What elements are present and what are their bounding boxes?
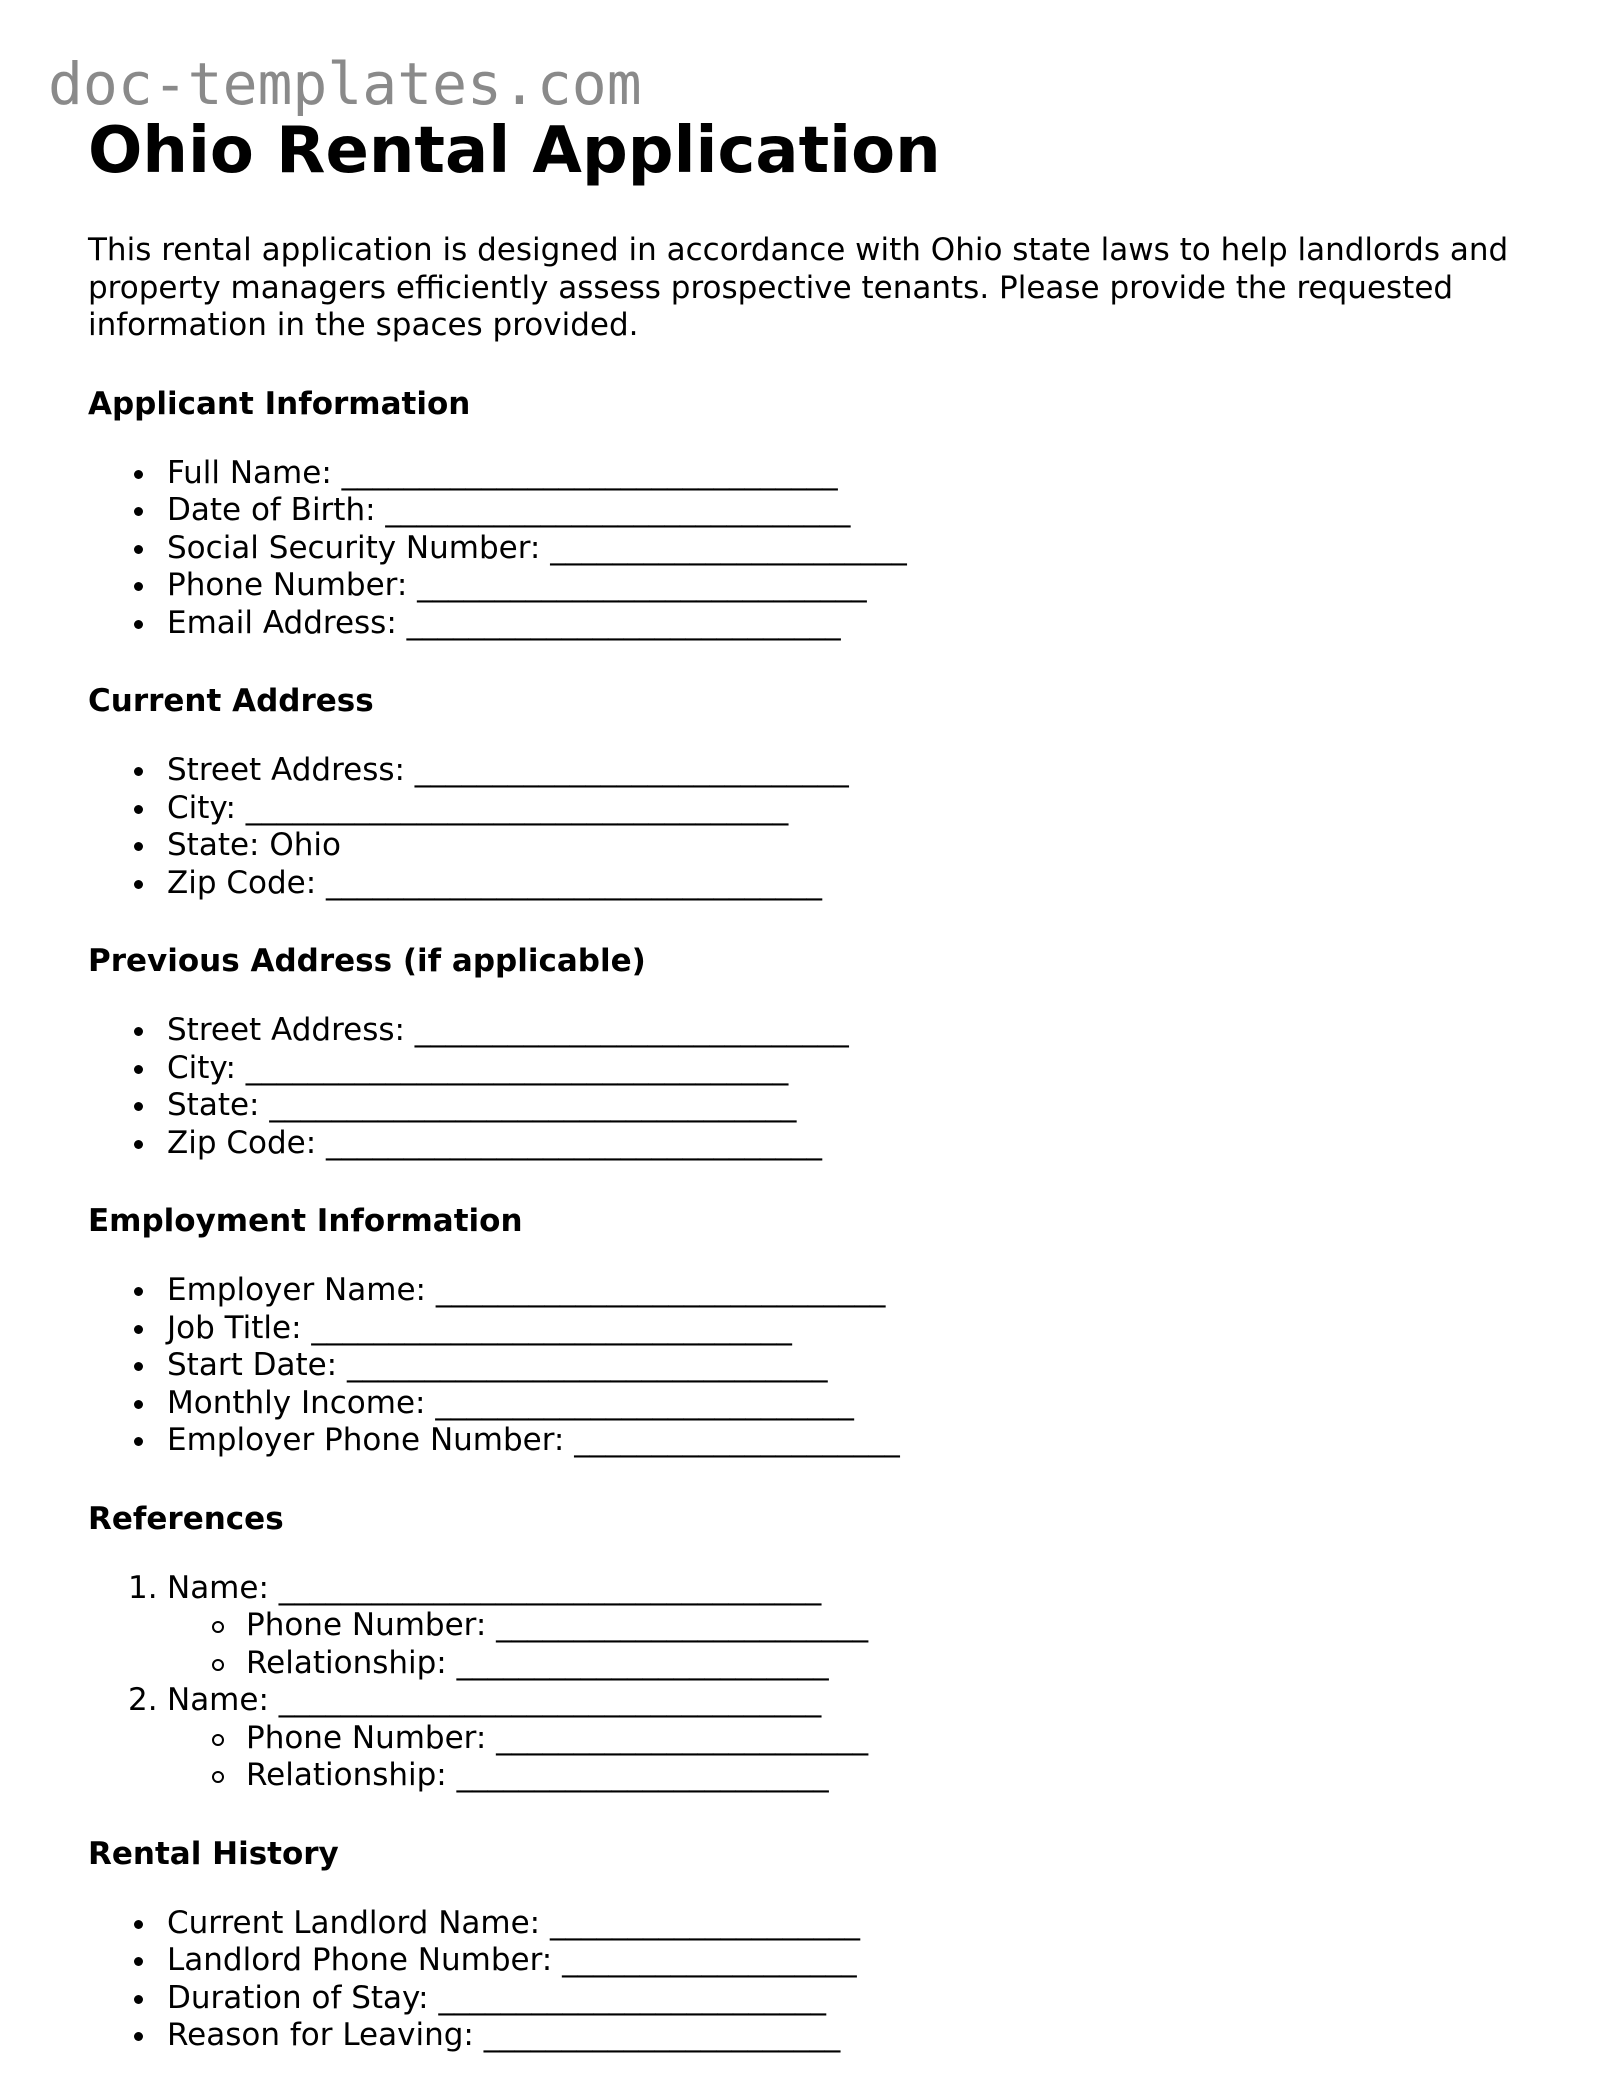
field-reference-1-name[interactable]: Name: ___________________________________ xyxy=(167,1569,822,1606)
list-item xyxy=(88,1272,1548,1310)
bullet-icon xyxy=(134,767,143,776)
section-heading-previous-address: Previous Address (if applicable) xyxy=(88,943,646,979)
list-item xyxy=(88,1050,1548,1088)
field-reference-1-phone[interactable]: Phone Number: ________________________ xyxy=(246,1607,869,1643)
list-item xyxy=(88,1942,1548,1980)
employment-field-list xyxy=(88,1272,1548,1460)
circle-bullet-icon xyxy=(212,1734,224,1746)
field-reference-2-name[interactable]: Name: ___________________________________ xyxy=(167,1682,822,1718)
bullet-icon xyxy=(134,1065,143,1074)
sub-list-item xyxy=(88,1607,1548,1645)
watermark: doc-templates.com xyxy=(48,50,642,118)
bullet-icon xyxy=(134,1437,143,1446)
field-reason-for-leaving[interactable]: Reason for Leaving: _______________________ xyxy=(167,2017,841,2053)
field-previous-zip[interactable]: Zip Code: ________________________________ xyxy=(167,1124,823,1161)
bullet-icon xyxy=(134,1140,143,1149)
list-item xyxy=(88,1125,1548,1163)
list-item xyxy=(88,790,1548,828)
bullet-icon xyxy=(134,880,143,889)
bullet-icon xyxy=(134,1362,143,1371)
bullet-icon xyxy=(134,1102,143,1111)
field-reference-2-phone[interactable]: Phone Number: ________________________ xyxy=(246,1719,869,1756)
bullet-icon xyxy=(134,1287,143,1296)
bullet-icon xyxy=(134,1995,143,2004)
list-item xyxy=(88,752,1548,790)
bullet-icon xyxy=(134,507,143,516)
field-phone-number[interactable]: Phone Number: _____________________________ xyxy=(167,567,867,603)
circle-bullet-icon xyxy=(212,1621,224,1633)
circle-bullet-icon xyxy=(212,1771,224,1783)
field-ssn[interactable]: Social Security Number: _______________________ xyxy=(167,529,907,566)
field-previous-street[interactable]: Street Address: ____________________________ xyxy=(167,1012,849,1048)
section-heading-rental-history: Rental History xyxy=(88,1835,339,1872)
section-heading-references: References xyxy=(88,1500,284,1537)
bullet-icon xyxy=(134,470,143,479)
section-heading-current-address: Current Address xyxy=(88,683,374,719)
bullet-icon xyxy=(134,1325,143,1334)
bullet-icon xyxy=(134,582,143,591)
list-item xyxy=(88,1905,1548,1943)
field-start-date[interactable]: Start Date: _______________________________ xyxy=(167,1347,828,1383)
field-duration-of-stay[interactable]: Duration of Stay: _________________________ xyxy=(167,1979,826,2016)
list-item xyxy=(88,605,1548,643)
bullet-icon xyxy=(134,842,143,851)
field-monthly-income[interactable]: Monthly Income: ___________________________ xyxy=(167,1384,854,1421)
list-item xyxy=(88,530,1548,568)
reference-item xyxy=(88,1682,1548,1720)
bullet-icon xyxy=(134,805,143,814)
list-item xyxy=(88,827,1548,865)
field-current-landlord-name[interactable]: Current Landlord Name: ____________________ xyxy=(167,1904,860,1941)
field-reference-2-relationship[interactable]: Relationship: ________________________ xyxy=(246,1757,829,1793)
list-item xyxy=(88,2017,1548,2055)
field-current-zip[interactable]: Zip Code: ________________________________ xyxy=(167,864,823,901)
list-item xyxy=(88,492,1548,530)
field-date-of-birth[interactable]: Date of Birth: ______________________________ xyxy=(167,492,851,528)
bullet-icon xyxy=(134,545,143,554)
sub-list-item xyxy=(88,1645,1548,1683)
bullet-icon xyxy=(134,1027,143,1036)
list-item xyxy=(88,1980,1548,2018)
list-number: 1. xyxy=(128,1569,158,1606)
field-employer-name[interactable]: Employer Name: _____________________________ xyxy=(167,1272,886,1308)
list-item xyxy=(88,865,1548,903)
bullet-icon xyxy=(134,1400,143,1409)
section-heading-employment: Employment Information xyxy=(88,1203,523,1239)
sub-list-item xyxy=(88,1757,1548,1795)
page-title: Ohio Rental Application xyxy=(88,114,941,188)
list-item xyxy=(88,1347,1548,1385)
sub-list-item xyxy=(88,1720,1548,1758)
bullet-icon xyxy=(134,1920,143,1929)
field-previous-city[interactable]: City: ___________________________________ xyxy=(167,1049,789,1086)
list-item xyxy=(88,1087,1548,1125)
list-item xyxy=(88,1012,1548,1050)
field-reference-1-relationship[interactable]: Relationship: ________________________ xyxy=(246,1644,829,1681)
field-full-name[interactable]: Full Name: ________________________________ xyxy=(167,454,838,491)
rental-history-field-list xyxy=(88,1905,1548,2055)
list-item xyxy=(88,1385,1548,1423)
section-heading-applicant: Applicant Information xyxy=(88,385,471,422)
field-landlord-phone[interactable]: Landlord Phone Number: ___________________ xyxy=(167,1942,857,1978)
reference-item xyxy=(88,1570,1548,1608)
field-previous-state[interactable]: State: __________________________________ xyxy=(167,1087,797,1123)
references-list xyxy=(88,1570,1548,1795)
intro-paragraph: This rental application is designed in accordance with Ohio state laws to help landlords and property managers efficiently assess prospective tenants. Please provide the requested information in the spaces provided. xyxy=(88,232,1509,343)
field-employer-phone[interactable]: Employer Phone Number: _____________________ xyxy=(167,1422,900,1458)
field-current-state: State: Ohio xyxy=(167,827,341,863)
list-item xyxy=(88,455,1548,493)
field-current-city[interactable]: City: ___________________________________ xyxy=(167,789,789,826)
bullet-icon xyxy=(134,1957,143,1966)
list-item xyxy=(88,1422,1548,1460)
document-body xyxy=(88,110,1548,2055)
previous-address-field-list xyxy=(88,1012,1548,1162)
current-address-field-list xyxy=(88,752,1548,902)
bullet-icon xyxy=(134,620,143,629)
bullet-icon xyxy=(134,2032,143,2041)
field-current-street[interactable]: Street Address: ____________________________ xyxy=(167,752,849,788)
applicant-field-list xyxy=(88,455,1548,643)
field-job-title[interactable]: Job Title: _______________________________ xyxy=(167,1309,792,1346)
list-item xyxy=(88,567,1548,605)
list-item xyxy=(88,1310,1548,1348)
field-email-address[interactable]: Email Address: ____________________________ xyxy=(167,604,841,641)
list-number: 2. xyxy=(128,1682,158,1718)
circle-bullet-icon xyxy=(212,1659,224,1671)
